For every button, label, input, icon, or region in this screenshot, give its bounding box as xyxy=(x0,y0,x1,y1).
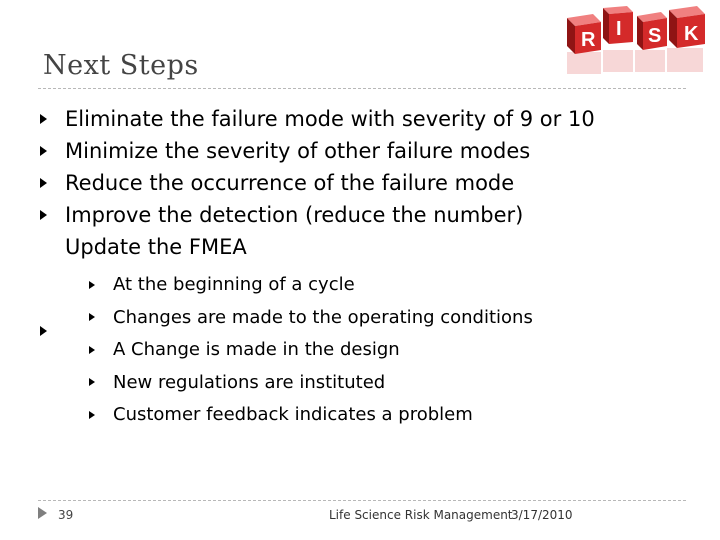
cube-r xyxy=(567,14,601,54)
footer-title: Life Science Risk Management xyxy=(329,508,513,522)
sub-bullet-item xyxy=(89,334,595,367)
bullet-list xyxy=(40,103,595,432)
sub-bullet-arrow-icon xyxy=(89,411,95,419)
cube-i xyxy=(603,6,633,44)
sub-bullet-arrow-icon xyxy=(89,346,95,354)
sub-bullet-list xyxy=(65,269,595,432)
sub-bullet-arrow-icon xyxy=(89,313,95,321)
logo-letter-i: I xyxy=(616,18,622,40)
sub-bullet-item xyxy=(89,302,595,335)
bullet-arrow-icon xyxy=(40,114,47,124)
bullet-text: Reduce the occurrence of the failure mode xyxy=(65,171,515,195)
footer-arrow-icon xyxy=(38,507,47,519)
bullet-item xyxy=(40,231,595,432)
sub-bullet-text: A Change is made in the design xyxy=(113,339,400,360)
bullet-arrow-icon xyxy=(40,210,47,220)
sub-bullet-item xyxy=(89,367,595,400)
bullet-item xyxy=(40,199,595,231)
cube-k xyxy=(669,6,705,48)
bullet-arrow-icon xyxy=(40,326,47,336)
bullet-arrow-icon xyxy=(40,178,47,188)
sub-bullet-arrow-icon xyxy=(89,378,95,386)
bullet-text: Minimize the severity of other failure modes xyxy=(65,139,531,163)
bullet-item xyxy=(40,103,595,135)
bullet-item xyxy=(40,167,595,199)
sub-bullet-text: At the beginning of a cycle xyxy=(113,274,355,295)
risk-cubes-logo xyxy=(553,0,720,85)
footer-divider xyxy=(38,500,686,501)
bullet-arrow-icon xyxy=(40,146,47,156)
logo-letter-s: S xyxy=(648,25,662,47)
sub-bullet-text: Customer feedback indicates a problem xyxy=(113,404,473,425)
title-divider xyxy=(38,88,686,89)
sub-bullet-text: Changes are made to the operating conditions xyxy=(113,306,533,328)
sub-bullet-arrow-icon xyxy=(89,281,95,289)
bullet-item xyxy=(40,135,595,167)
sub-bullet-text: New regulations are instituted xyxy=(113,371,386,393)
sub-bullet-item xyxy=(89,399,595,432)
bullet-text: Update the FMEA xyxy=(65,235,247,259)
page-number: 39 xyxy=(58,508,74,522)
logo-letter-r: R xyxy=(581,29,596,51)
sub-bullet-item xyxy=(89,269,595,302)
bullet-text: Eliminate the failure mode with severity of 9 or 10 xyxy=(65,107,595,131)
slide-title: Next Steps xyxy=(43,50,199,81)
bullet-text: Improve the detection (reduce the number) xyxy=(65,203,524,227)
cube-s xyxy=(637,12,667,50)
logo-letter-k: K xyxy=(684,23,699,45)
footer-date: 3/17/2010 xyxy=(511,508,573,522)
